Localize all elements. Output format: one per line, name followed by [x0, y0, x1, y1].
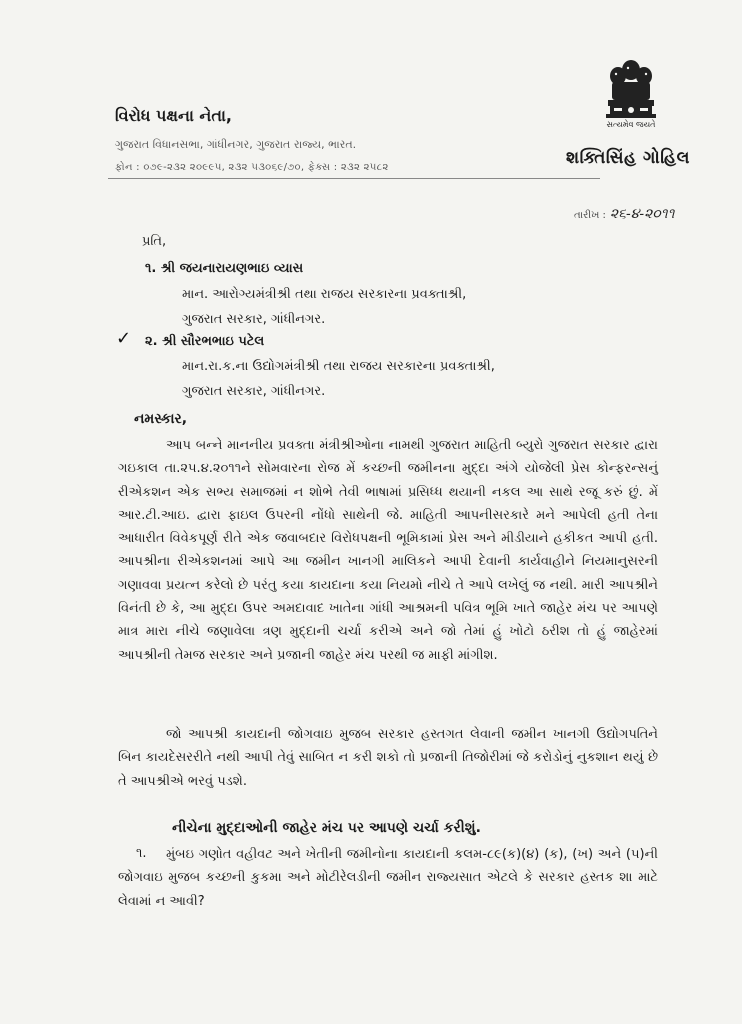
date-label: તારીખ :	[574, 210, 606, 221]
date-value: ૨૬-૪-૨૦૧૧	[609, 206, 675, 222]
emblem-motto: સત્યમેવ જયતે	[606, 120, 656, 129]
greeting: નમસ્કાર,	[134, 411, 188, 427]
letterhead-phone: ફોન : ૦૭૯-૨૩૨ ૨૦૯૯૫, ૨૩૨ ૫૩૦૬૯/૭૦, ફેક્સ : ૨૩૨ ૨૫૮૨	[115, 162, 389, 173]
point-1-number: ૧.	[136, 846, 147, 861]
letterhead-address: ગુજરાત વિધાનસભા, ગાંધીનગર, ગુજરાત રાજ્ય, ભારત.	[115, 138, 357, 151]
recipient-2-address: ગુજરાત સરકાર, ગાંધીનગર.	[182, 384, 326, 399]
recipient-1-name: ૧. શ્રી જયનારાયણભાઇ વ્યાસ	[145, 261, 304, 276]
leader-name: શક્તિસિંહ ગોહિલ	[566, 148, 690, 168]
letterhead-divider	[108, 178, 600, 179]
recipient-2-title: માન.રા.ક.ના ઉદ્યોગમંત્રીશ્રી તથા રાજય સરકારના પ્રવક્તાશ્રી,	[182, 359, 495, 374]
check-mark-icon: ✓	[116, 328, 132, 349]
body-paragraph-1: આપ બન્ને માનનીય પ્રવક્તા મંત્રીશ્રીઓના નામથી ગુજરાત માહિતી બ્યુરો ગુજરાત સરકાર દ્વારા ગઇકાલ તા.૨૫.૪.૨૦૧૧ને સોમવારના રોજ મેં કચ્છની જમીનના મુદ્દા અંગે યોજેલી પ્રેસ કોન્ફરન્સનું રીએકશન એક સભ્ય સમાજમાં ન શોભે તેવી ભાષામાં પ્રસિધ્ધ થયાની નકલ આ સાથે રજૂ કરું છું. મેં આર.ટી.આઇ. દ્વારા ફાઇલ ઉપરની નોંધો સાથેની જે. માહિતી આપનીસરકારે મને આપેલી હતી તેના આધારીત વિવેકપૂર્ણ રીતે એક જવાબદાર વિરોધપક્ષની ભૂમિકામાં પ્રેસ અને મીડીયાને હકીકત આપી હતી. આપશ્રીના રીએકશનમાં આપે આ જમીન ખાનગી માલિકને આપી દેવાની કાર્યવાહીને નિયમાનુસરની ગણાવવા પ્રયત્ન કરેલો છે પરંતુ કયા કાયદાના કયા નિયમો નીચે તે આપે લખેલું જ નથી. મારી આપશ્રીને વિનંતી છે કે, આ મુદ્દા ઉપર અમદાવાદ ખાતેના ગાંધી આશ્રમની પવિત્ર ભૂમિ ખાતે જાહેર મંચ પર આપણે માત્ર મારા નીચે જણાવેલા ત્રણ મુદ્દાની ચર્ચા કરીએ અને જો તેમાં હું ખોટો ઠરીશ તો હું જાહેરમાં આપશ્રીની તેમજ સરકાર અને પ્રજાની જાહેર મંચ પરથી જ માફી માંગીશ.	[118, 438, 658, 663]
prati-label: પ્રતિ,	[142, 234, 167, 249]
section-heading: નીચેના મુદ્દાઓની જાહેર મંચ પર આપણે ચર્ચા કરીશું.	[172, 820, 481, 836]
body-paragraph-2: જો આપશ્રી કાયદાની જોગવાઇ મુજબ સરકાર હસ્તગત લેવાની જમીન ખાનગી ઉદ્યોગપતિને બિન કાયદેસરરીતે નથી આપી તેવું સાબિત ન કરી શકો તો પ્રજાની તિજોરીમાં જે કરોડોનું નુકશાન થયું છે તે આપશ્રીએ ભરવું પડશે.	[118, 727, 658, 789]
recipient-2-name: ૨. શ્રી સૌરભભાઇ પટેલ	[145, 334, 265, 349]
letterhead-title: વિરોધ પક્ષના નેતા,	[115, 106, 232, 125]
recipient-1-address: ગુજરાત સરકાર, ગાંધીનગર.	[182, 312, 326, 327]
recipient-1-title: માન. આરોગ્યમંત્રીશ્રી તથા રાજય સરકારના પ્રવક્તાશ્રી,	[182, 287, 467, 302]
date-line	[574, 206, 674, 222]
point-1-text: મુંબઇ ગણોત વહીવટ અને ખેતીની જમીનોના કાયદાની કલમ-૮૯(ક)(૪) (ક), (ખ) અને (૫)ની જોગવાઇ મુજબ કચ્છની કુકમા અને મોટીરેલડીની જમીન રાજ્યસાત એટલે કે સરકાર હસ્તક શા માટે લેવામાં ન આવી?	[118, 847, 658, 909]
